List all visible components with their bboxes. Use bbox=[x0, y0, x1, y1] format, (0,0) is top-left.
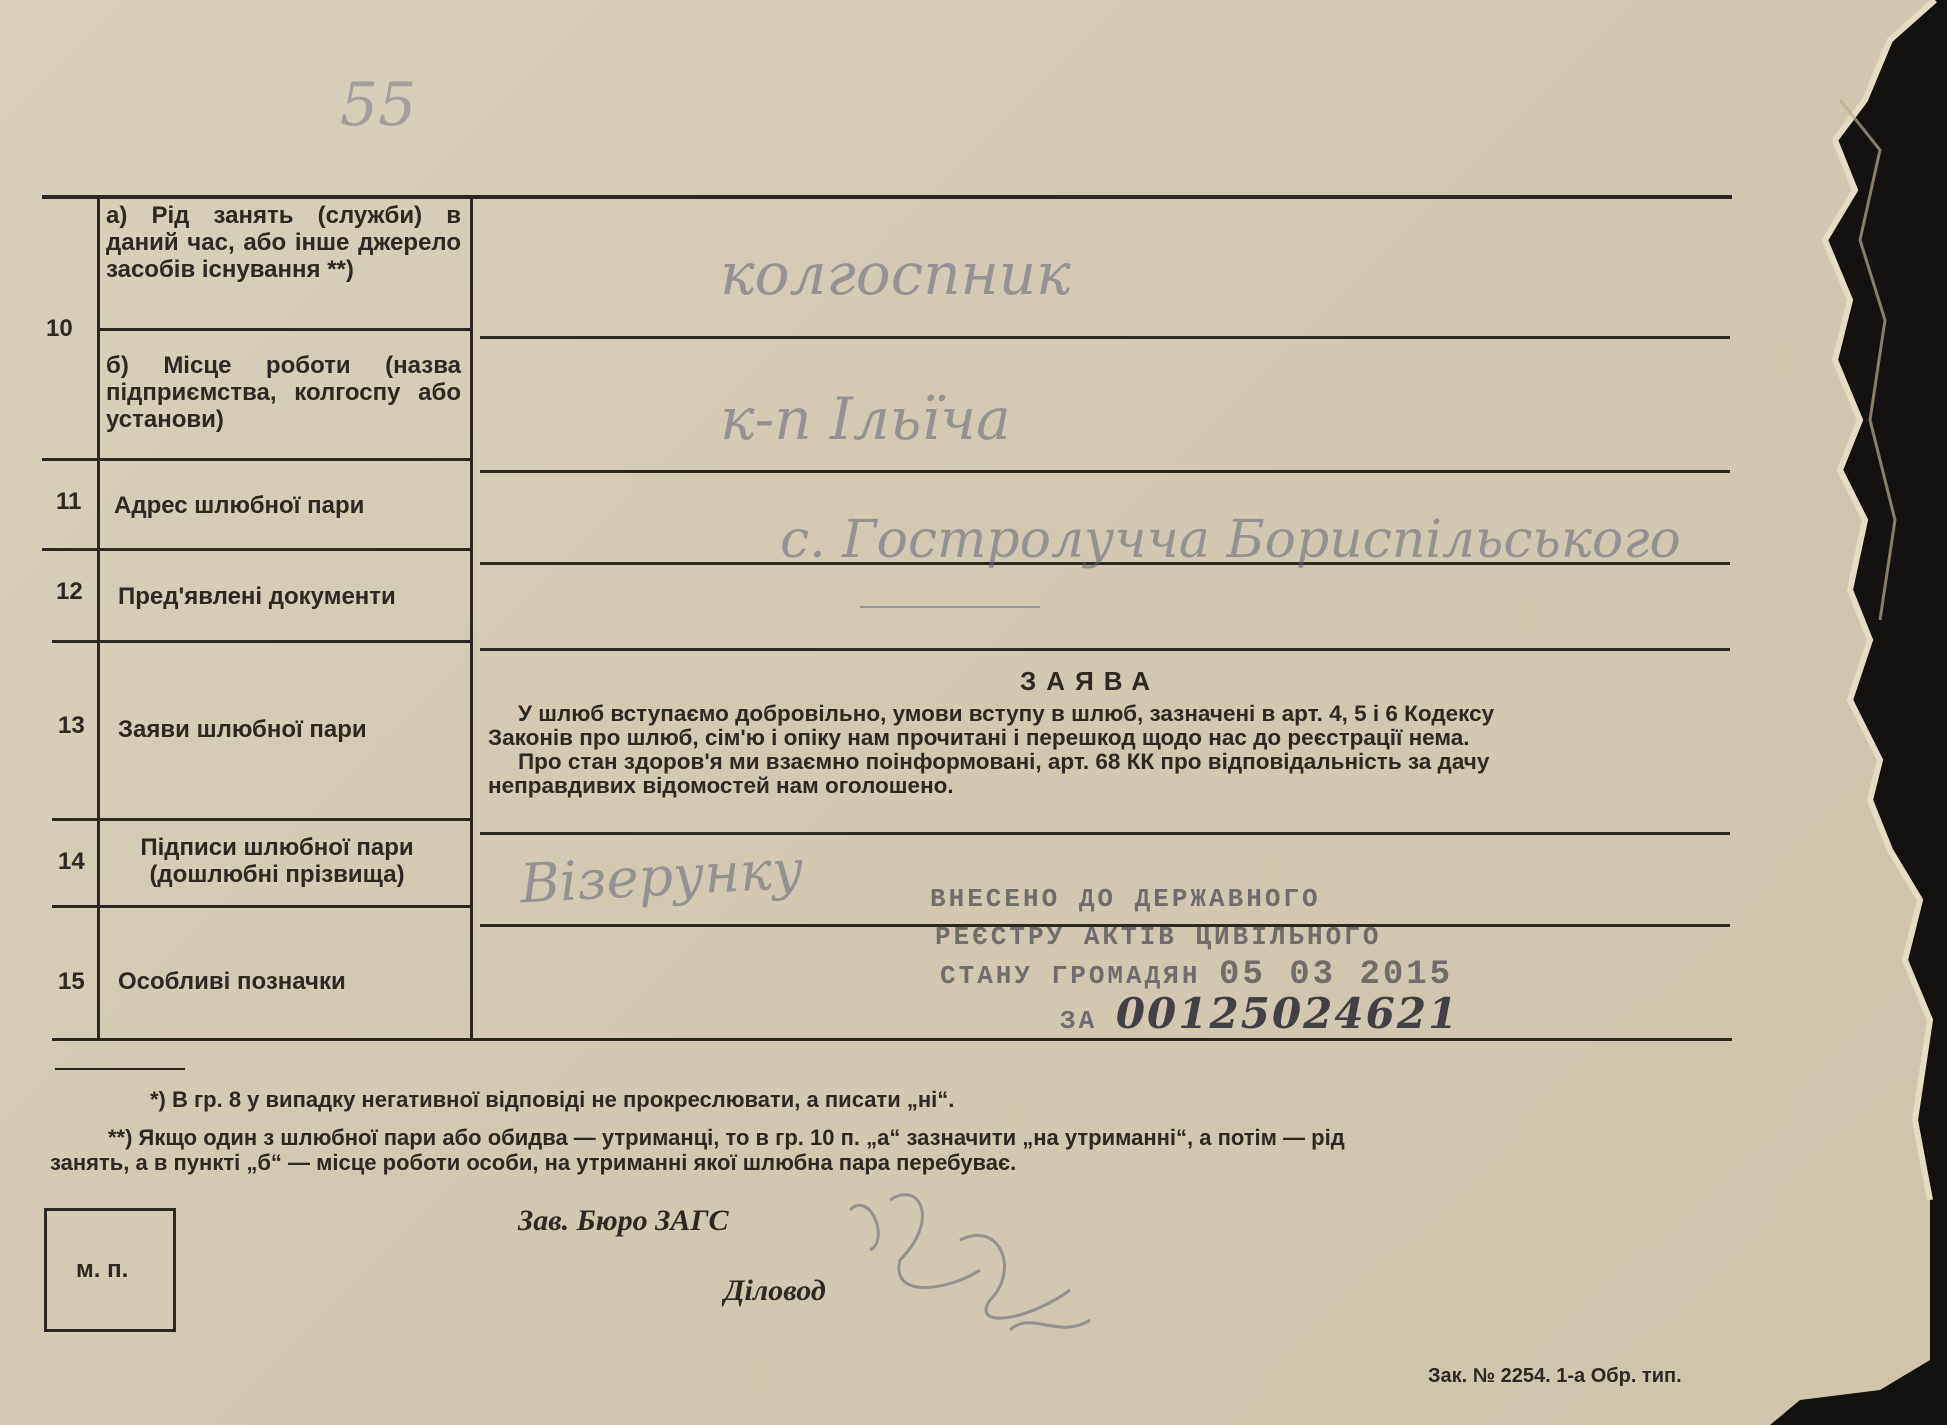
row-number-14: 14 bbox=[58, 848, 85, 875]
row-number-15: 15 bbox=[58, 968, 85, 995]
workplace-value: к-п Ільїча bbox=[720, 385, 1011, 453]
stamp-date: 05 03 2015 bbox=[1219, 956, 1454, 994]
row14-signatures-label: Підписи шлюбної пари (дошлюбні прізвища) bbox=[140, 834, 414, 888]
row-number-12: 12 bbox=[56, 578, 83, 605]
zayava-line-2: Законів про шлюб, сім'ю і опіку нам прочитані і перешкод щодо нас до реєстрації нема. bbox=[488, 725, 1470, 750]
table-col2-divider bbox=[470, 195, 473, 1040]
zayava-line-4: неправдивих відомостей нам оголошено. bbox=[488, 773, 954, 798]
row10-workplace-label: б) Місце роботи (назва підприємства, колгоспу або установи) bbox=[106, 352, 461, 433]
row13-statements-label: Заяви шлюбної пари bbox=[118, 716, 367, 743]
couple-signature: Візерунку bbox=[518, 837, 805, 916]
zayava-line-3: Про стан здоров'я ми взаємно поінформовані, арт. 68 КК про відповідальність за дачу bbox=[518, 749, 1490, 774]
printer-note: Зак. № 2254. 1-а Обр. тип. bbox=[1428, 1365, 1682, 1387]
row15-notes-label: Особливі позначки bbox=[118, 968, 346, 995]
occupation-value: колгоспник bbox=[720, 240, 1071, 308]
seal-label: м. п. bbox=[76, 1256, 129, 1283]
table-col1-divider bbox=[97, 195, 100, 1040]
zayava-text bbox=[488, 702, 1728, 798]
registry-stamp bbox=[930, 880, 1459, 1040]
stamp-za: ЗА bbox=[1060, 1006, 1098, 1036]
stamp-line-1: ВНЕСЕНО ДО ДЕРЖАВНОГО bbox=[930, 884, 1321, 914]
table-bottom-border bbox=[52, 1038, 1732, 1041]
stamp-number: 00125024621 bbox=[1115, 989, 1460, 1038]
footnote-2-cont: занять, а в пункті „б“ — місце роботи особи, на утриманні якої шлюбна пара перебуває. bbox=[50, 1150, 1017, 1175]
clerk-label: Діловод bbox=[724, 1274, 826, 1307]
stamp-line-2: РЕЄСТРУ АКТІВ ЦИВІЛЬНОГО bbox=[935, 922, 1382, 952]
footnote-1: *) В гр. 8 у випадку негативної відповіді не прокреслювати, а писати „ні“. bbox=[150, 1087, 955, 1112]
row12-documents-label: Пред'явлені документи bbox=[118, 583, 396, 610]
head-of-zags-label: Зав. Бюро ЗАГС bbox=[518, 1204, 729, 1237]
row11-address-label: Адрес шлюбної пари bbox=[114, 492, 365, 519]
zayava-title: ЗАЯВА bbox=[1020, 666, 1161, 696]
row-number-10: 10 bbox=[46, 315, 73, 342]
documents-dash bbox=[860, 606, 1040, 608]
address-value: с. Гостролучча Бориспільського bbox=[780, 510, 1681, 570]
official-signature bbox=[830, 1180, 1110, 1350]
zayava-line-1: У шлюб вступаємо добровільно, умови вступу в шлюб, зазначені в арт. 4, 5 і 6 Кодексу bbox=[518, 701, 1495, 726]
row-number-13: 13 bbox=[58, 712, 85, 739]
row-number-11: 11 bbox=[56, 488, 82, 515]
table-top-border bbox=[42, 195, 1732, 199]
stamp-line-3: СТАНУ ГРОМАДЯН bbox=[940, 961, 1201, 991]
footnote-2: **) Якщо один з шлюбної пари або обидва — утриманці, то в гр. 10 п. „а“ зазначити „на утриманні“, а потім — рід bbox=[108, 1125, 1345, 1150]
row10-occupation-label: а) Рід занять (служби) в даний час, або інше джерело засобів існування **) bbox=[106, 202, 461, 283]
archive-number: 55 bbox=[340, 70, 417, 140]
